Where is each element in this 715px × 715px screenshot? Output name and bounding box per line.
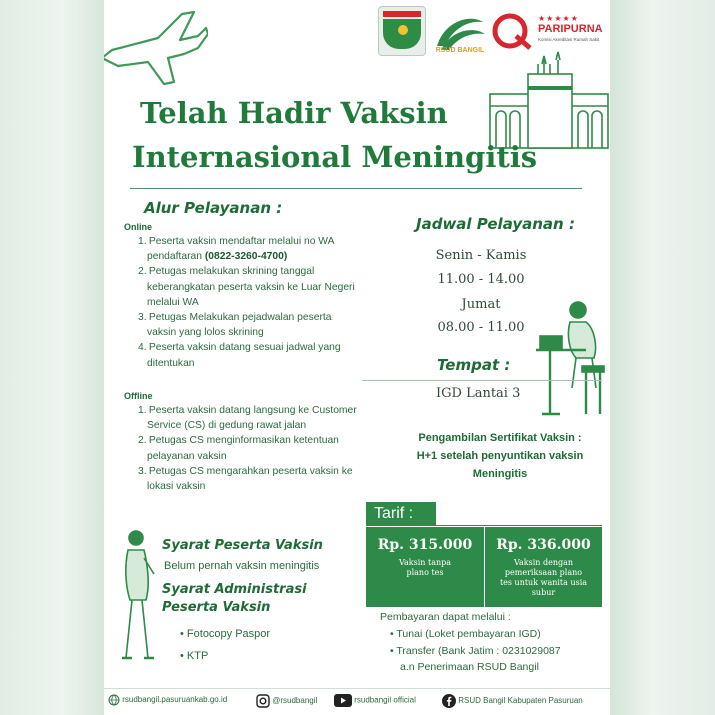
price-2-desc: Vaksin dengan pemeriksaan plano tes untuk wanita usia subur <box>499 558 588 597</box>
offline-label: Offline <box>124 391 153 401</box>
title-line-1: Telah Hadir Vaksin <box>140 96 448 130</box>
sertifikat-heading: Pengambilan Sertifikat Vaksin : <box>418 432 582 444</box>
price-1-desc: Vaksin tanpa plano tes <box>398 558 452 577</box>
list-item: 2. Petugas CS menginformasikan ketentuan <box>138 435 339 447</box>
jadwal-heading: Jadwal Pelayanan : <box>416 215 575 233</box>
tempat-value: IGD Lantai 3 <box>436 386 521 401</box>
list-item: ditentukan <box>147 357 195 369</box>
footer-facebook[interactable]: RSUD Bangil Kabupaten Pasuruan <box>442 694 583 708</box>
schedule-divider <box>362 380 602 381</box>
background-left <box>0 0 104 715</box>
sertifikat-line-3: Meningitis <box>472 468 528 480</box>
payment-account-name: a.n Penerimaan RSUD Bangil <box>400 661 539 673</box>
tarif-label: Tarif : <box>366 502 436 525</box>
list-item: 4. Peserta vaksin datang sesuai jadwal yang <box>138 342 341 354</box>
syarat-peserta-heading: Syarat Peserta Vaksin <box>162 538 323 553</box>
jadwal-days-2: Jumat <box>461 297 501 312</box>
footer-instagram[interactable]: @rsudbangil <box>256 694 317 708</box>
jadwal-hours-1: 11.00 - 14.00 <box>437 272 525 287</box>
vaccine-poster <box>104 0 610 715</box>
tempat-heading: Tempat : <box>437 356 511 374</box>
airplane-icon <box>104 0 208 86</box>
list-item: 1. Peserta vaksin mendaftar melalui no WA <box>138 236 335 247</box>
list-item: Service (CS) di gedung rawat jalan <box>147 420 307 432</box>
list-item: 3. Petugas Melakukan pejadwalan peserta <box>138 312 332 324</box>
footer-divider <box>104 688 610 689</box>
syarat-peserta-value: Belum pernah vaksin meningitis <box>164 560 320 572</box>
list-item: 1. Peserta vaksin datang langsung ke Customer <box>138 405 357 416</box>
paripurna-label: PARIPURNA <box>538 23 603 35</box>
rsud-bangil-label: RSUD BANGIL <box>435 47 485 54</box>
online-steps <box>138 234 388 371</box>
payment-heading: Pembayaran dapat melalui : <box>380 611 511 623</box>
syarat-admin-heading-1: Syarat Administrasi <box>162 582 307 597</box>
price-2: Rp. 336.000 <box>496 537 591 553</box>
jadwal-hours-2: 08.00 - 11.00 <box>437 320 525 335</box>
online-label: Online <box>124 222 153 232</box>
instagram-icon <box>256 694 270 708</box>
background-right <box>610 0 715 715</box>
paripurna-subtitle: Komisi Akreditasi Rumah Sakit <box>538 37 600 42</box>
list-item: keberangkatan peserta vaksin ke Luar Negeri <box>147 281 355 293</box>
footer-website[interactable]: rsudbangil.pasuruankab.go.id <box>108 694 227 706</box>
list-item: • KTP <box>180 650 209 662</box>
sertifikat-line-2: H+1 setelah penyuntikan vaksin <box>416 450 584 462</box>
offline-steps <box>138 403 398 494</box>
woman-laptop-icon <box>536 296 608 420</box>
woman-standing-icon <box>114 528 162 664</box>
alur-heading: Alur Pelayanan : <box>144 199 283 217</box>
title-line-2: Internasional Meningitis <box>132 140 538 174</box>
list-item: pelayanan vaksin <box>147 450 227 462</box>
list-item: lokasi vaksin <box>147 481 206 493</box>
title-divider <box>130 188 582 189</box>
youtube-icon <box>334 694 352 707</box>
price-card-2 <box>485 527 602 607</box>
paripurna-stars: ★★★★★ <box>538 14 579 23</box>
list-item: • Fotocopy Paspor <box>180 628 271 640</box>
facebook-icon <box>442 694 456 708</box>
list-item: melalui WA <box>147 296 199 308</box>
list-item: vaksin yang lolos skrining <box>147 327 264 339</box>
payment-transfer: • Transfer (Bank Jatim : 0231029087 <box>390 645 561 657</box>
list-item: 3. Petugas CS mengarahkan peserta vaksin ke <box>138 465 353 477</box>
syarat-admin-heading-2: Peserta Vaksin <box>162 600 271 615</box>
mosque-icon <box>488 50 610 150</box>
jadwal-days-1: Senin - Kamis <box>435 248 527 263</box>
globe-icon <box>108 694 120 706</box>
tarif-divider <box>366 525 602 526</box>
list-item: 2. Petugas melakukan skrining tanggal <box>138 266 315 278</box>
footer-youtube[interactable]: rsudbangil official <box>334 694 416 707</box>
paripurna-logo <box>492 12 532 50</box>
price-card-1 <box>366 527 484 607</box>
list-item: pendaftaran (0822-3260-4700) <box>147 251 288 263</box>
jatim-logo <box>378 6 426 56</box>
payment-cash: • Tunai (Loket pembayaran IGD) <box>390 628 541 640</box>
price-1: Rp. 315.000 <box>377 537 473 553</box>
